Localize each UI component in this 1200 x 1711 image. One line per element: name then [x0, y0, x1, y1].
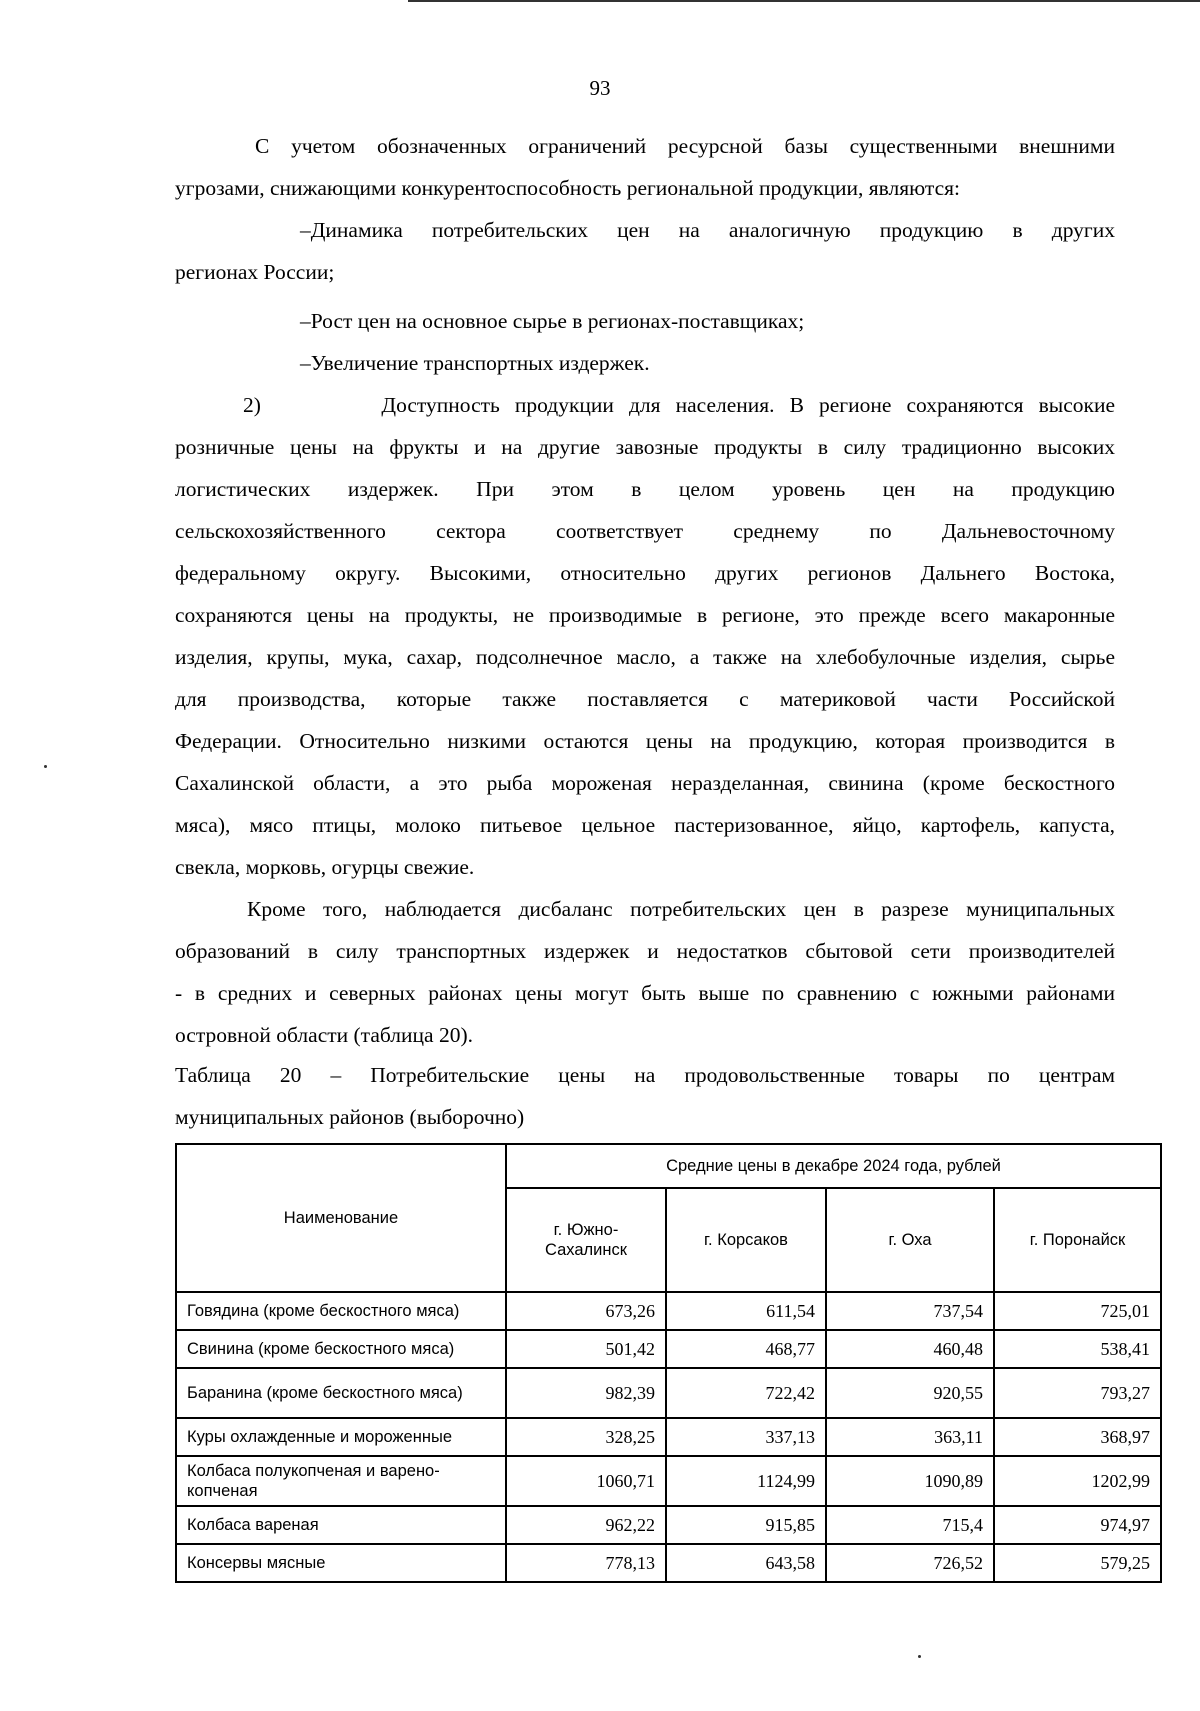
- price-cell: 673,26: [506, 1292, 666, 1330]
- price-cell: 722,42: [666, 1368, 826, 1418]
- price-cell: 611,54: [666, 1292, 826, 1330]
- intro-paragraph: [175, 125, 1115, 209]
- product-name: Говядина (кроме бескостного мяса): [176, 1292, 506, 1330]
- product-name: Колбаса полукопченая и варено-копченая: [176, 1456, 506, 1506]
- intro-line: угрозами, снижающими конкурентоспособность региональной продукции, являются:: [175, 176, 960, 200]
- city-header: г. Корсаков: [666, 1188, 826, 1292]
- threat-item-1-line: регионах России;: [175, 260, 335, 284]
- city-header: г. Оха: [826, 1188, 994, 1292]
- price-cell: 974,97: [994, 1506, 1161, 1544]
- price-cell: 368,97: [994, 1418, 1161, 1456]
- availability-line: свекла, морковь, огурцы свежие.: [175, 855, 475, 879]
- availability-paragraph: [175, 384, 1115, 888]
- price-cell: 363,11: [826, 1418, 994, 1456]
- table-row: [176, 1456, 1161, 1506]
- table-caption-line: муниципальных районов (выборочно): [175, 1105, 525, 1129]
- city-header: г. Поронайск: [994, 1188, 1161, 1292]
- imbalance-paragraph: [175, 888, 1115, 1056]
- availability-line: логистических издержек. При этом в целом уровень цен на продукцию: [175, 477, 1115, 501]
- city-header: г. Южно-Сахалинск: [506, 1188, 666, 1292]
- availability-line: сохраняются цены на продукты, не производимые в регионе, это прежде всего макаронные: [175, 603, 1115, 627]
- threat-item-3: –Увеличение транспортных издержек.: [300, 351, 650, 375]
- table-row: [176, 1506, 1161, 1544]
- availability-line: для производства, которые также поставляется с материковой части Российской: [175, 687, 1115, 711]
- availability-line: изделия, крупы, мука, сахар, подсолнечное масло, а также на хлебобулочные изделия, сырье: [175, 645, 1115, 669]
- price-cell: 328,25: [506, 1418, 666, 1456]
- price-cell: 920,55: [826, 1368, 994, 1418]
- price-group-header: Средние цены в декабре 2024 года, рублей: [506, 1144, 1161, 1188]
- price-cell: 737,54: [826, 1292, 994, 1330]
- price-cell: 962,22: [506, 1506, 666, 1544]
- price-cell: 715,4: [826, 1506, 994, 1544]
- threat-item-1: [175, 209, 1115, 293]
- price-cell: 915,85: [666, 1506, 826, 1544]
- availability-line: Федерации. Относительно низкими остаются цены на продукцию, которая производится в: [175, 729, 1115, 753]
- availability-line: сельскохозяйственного сектора соответствует среднему по Дальневосточному: [175, 519, 1115, 543]
- price-cell: 725,01: [994, 1292, 1161, 1330]
- availability-line: Сахалинской области, а это рыба мороженая неразделанная, свинина (кроме бескостного: [175, 771, 1115, 795]
- product-name: Колбаса вареная: [176, 1506, 506, 1544]
- imbalance-line: Кроме того, наблюдается дисбаланс потребительских цен в разрезе муниципальных: [247, 897, 1115, 921]
- price-cell: 982,39: [506, 1368, 666, 1418]
- intro-line: С учетом обозначенных ограничений ресурсной базы существенными внешними: [255, 134, 1115, 158]
- availability-line: федеральному округу. Высокими, относительно других регионов Дальнего Востока,: [175, 561, 1115, 585]
- imbalance-line: островной области (таблица 20).: [175, 1023, 473, 1047]
- price-cell: 579,25: [994, 1544, 1161, 1582]
- price-cell: 501,42: [506, 1330, 666, 1368]
- threat-item-1-line: –Динамика потребительских цен на аналогичную продукцию в других: [300, 218, 1115, 242]
- price-cell: 778,13: [506, 1544, 666, 1582]
- availability-line: розничные цены на фрукты и на другие завозные продукты в силу традиционно высоких: [175, 435, 1115, 459]
- price-cell: 643,58: [666, 1544, 826, 1582]
- imbalance-line: - в средних и северных районах цены могут быть выше по сравнению с южными районами: [175, 981, 1115, 1005]
- scan-speck: [44, 765, 47, 768]
- price-cell: 1202,99: [994, 1456, 1161, 1506]
- price-cell: 337,13: [666, 1418, 826, 1456]
- price-cell: 1060,71: [506, 1456, 666, 1506]
- table-caption: [175, 1054, 1115, 1138]
- price-table: [175, 1143, 1162, 1583]
- price-cell: 468,77: [666, 1330, 826, 1368]
- table-caption-line: Таблица 20 – Потребительские цены на продовольственные товары по центрам: [175, 1063, 1115, 1087]
- imbalance-line: образований в силу транспортных издержек и недостатков сбытовой сети производителей: [175, 939, 1115, 963]
- threat-item-2: –Рост цен на основное сырье в регионах-поставщиках;: [300, 309, 805, 333]
- product-name: Свинина (кроме бескостного мяса): [176, 1330, 506, 1368]
- price-cell: 538,41: [994, 1330, 1161, 1368]
- price-cell: 726,52: [826, 1544, 994, 1582]
- price-table-container: [175, 1143, 1160, 1583]
- top-rule: [408, 0, 1200, 2]
- scan-speck: [918, 1655, 921, 1658]
- price-cell: 1124,99: [666, 1456, 826, 1506]
- name-column-header: Наименование: [176, 1144, 506, 1292]
- price-cell: 793,27: [994, 1368, 1161, 1418]
- table-row: [176, 1330, 1161, 1368]
- table-row: [176, 1292, 1161, 1330]
- availability-line: мяса), мясо птицы, молоко питьевое цельное пастеризованное, яйцо, картофель, капуста,: [175, 813, 1115, 837]
- table-row: [176, 1544, 1161, 1582]
- table-row: [176, 1418, 1161, 1456]
- product-name: Куры охлажденные и мороженные: [176, 1418, 506, 1456]
- availability-line: 2) Доступность продукции для населения. В регионе сохраняются высокие: [243, 393, 1115, 417]
- product-name: Консервы мясные: [176, 1544, 506, 1582]
- price-cell: 1090,89: [826, 1456, 994, 1506]
- page-number: 93: [589, 76, 611, 100]
- product-name: Баранина (кроме бескостного мяса): [176, 1368, 506, 1418]
- table-row: [176, 1368, 1161, 1418]
- price-cell: 460,48: [826, 1330, 994, 1368]
